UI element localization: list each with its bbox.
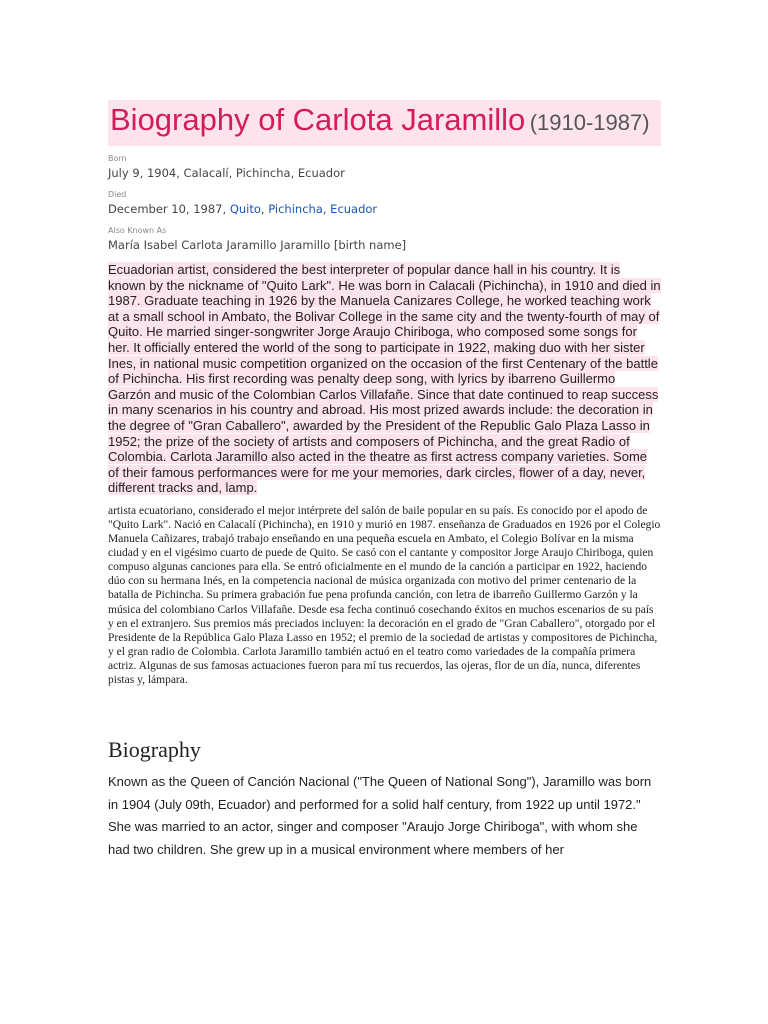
link-quito[interactable]: Quito (229, 202, 261, 216)
title-main: Biography of Carlota Jaramillo (110, 102, 526, 137)
link-pichincha[interactable]: Pichincha (268, 202, 323, 216)
facts-section (108, 154, 661, 254)
link-ecuador[interactable]: Ecuador (330, 202, 378, 216)
died-label: Died (108, 190, 127, 199)
english-paragraph-text: Ecuadorian artist, considered the best interpreter of popular dance hall in his country. It is known by the nickname of "Quito Lark". He was born in Calacali (Pichincha), in 1910 and died in 1987. Graduate teaching in 1926 by the Manuela Canizares College, he worked teaching work at a small school in Ambato, the Bolivar College in the same city and the twenty-fourth of may of Quito. He married singer-songwriter Jorge Araujo Chiriboga, who composed some songs for her. It officially entered the world of the song to participate in 1922, making duo with her sister Ines, in national music competition organized on the occasion of the first Centenary of the battle of Pichincha. His first recording was penalty deep song, with lyrics by ibarreno Guillermo Garzón and music of the Colombian Carlos Villafañe. Since that date continued to reap success in many scenarios in his country and abroad. His most prized awards include: the decoration in the degree of "Gran Caballero", awarded by the President of the Republic Galo Plaza Lasso in 1952; the prize of the society of artists and composers of Pichincha, and the great Radio of Colombia. Carlota Jaramillo also acted in the theatre as first actress company varieties. Some of their famous performances were for me your memories, dark circles, flower of a day, never, different tracks and, lamp. (108, 262, 661, 496)
born-value: July 9, 1904, Calacalí, Pichincha, Ecuador (108, 166, 345, 180)
page-title (108, 100, 661, 146)
separator: , (322, 202, 331, 216)
biography-heading: Biography (108, 737, 201, 763)
aka-value: María Isabel Carlota Jaramillo Jaramillo [birth name] (108, 238, 407, 252)
spanish-paragraph: artista ecuatoriano, considerado el mejor intérprete del salón de baile popular en su país. Es conocido por el apodo de "Quito Lark". Nació en Calacalí (Pichincha), en 1910 y murió en 1987. enseñanza de Graduados en 1926 por el Colegio Manuela Cañizares, trabajó trabajo enseñando en una pequeña escuela en Ambato, el Colegio Bolívar en la misma ciudad y en el vigésimo cuarto de puede de Quito. Se casó con el cantante y compositor Jorge Araujo Chiriboga, quien compuso algunas canciones para ella. Se entró oficialmente en el mundo de la canción a participar en 1922, haciendo dúo con su hermana Inés, en la competencia nacional de música organizada con motivo del primer centenario de la batalla de Pichincha. Su primera grabación fue pena profunda canción, con letra de ibarreño Guillermo Garzón y la música del colombiano Carlos Villafañe. Desde esa fecha continuó cosechando éxitos en muchos escenarios de su país y en el extranjero. Sus premios más preciados incluyen: la decoración en el grado de "Gran Caballero", otorgado por el Presidente de la República Galo Plaza Lasso en 1952; el premio de la sociedad de artistas y compositores de Pichincha, y el gran radio de Colombia. Carlota Jaramillo también actuó en el teatro como variedades de la compañía primera actriz. Algunas de sus famosas actuaciones fueron para mí tus recuerdos, las ojeras, flor de un día, nunca, diferentes pistas y, lámpara. (108, 504, 661, 687)
died-date-text: December 10, 1987, (108, 202, 230, 216)
separator: , (260, 202, 269, 216)
english-paragraph (108, 262, 661, 496)
biography-paragraph: Known as the Queen of Canción Nacional ("The Queen of National Song"), Jaramillo was born in 1904 (July 09th, Ecuador) and performed for a solid half century, from 1922 up until 1972." She was married to an actor, singer and composer "Araujo Jorge Chiriboga", with whom she had two children. She grew up in a musical environment where members of her (108, 774, 652, 857)
aka-label: Also Known As (108, 226, 167, 235)
title-years: (1910-1987) (529, 110, 650, 135)
born-label: Born (108, 154, 127, 163)
died-value (108, 200, 661, 218)
document-page (108, 100, 661, 861)
